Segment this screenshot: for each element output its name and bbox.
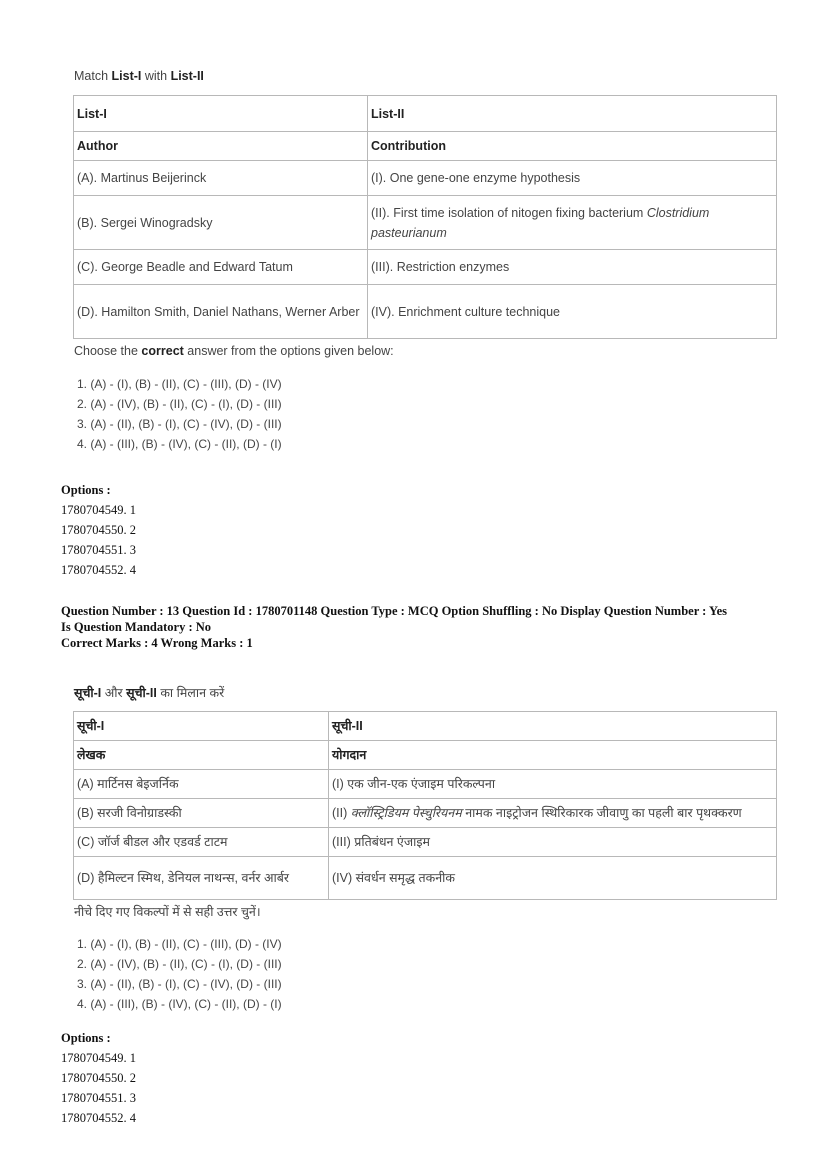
contribution-cell: (I) एक जीन-एक एंजाइम परिकल्पना — [329, 770, 777, 799]
header-list-1: List-I — [74, 96, 368, 132]
table-header-row — [74, 132, 777, 161]
option-id: 1780704552. 4 — [61, 563, 136, 577]
options-block-1 — [61, 480, 136, 580]
answer-option: 3. (A) - (II), (B) - (I), (C) - (IV), (D) - (III) — [77, 417, 282, 431]
header-list-2: List-II — [368, 96, 777, 132]
contribution-cell: (II) क्लॉस्ट्रिडियम पेस्चुरियनम नामक नाइट्रोजन स्थिरिकारक जीवाणु का पहली बार पृथक्करण — [329, 799, 777, 828]
contribution-cell: (IV). Enrichment culture technique — [368, 285, 777, 339]
match-table-hindi — [73, 711, 777, 900]
header-contribution: Contribution — [368, 132, 777, 161]
answer-options-list — [77, 934, 777, 1014]
header-author: लेखक — [74, 741, 329, 770]
question-mandatory-line: Is Question Mandatory : No — [61, 620, 212, 634]
author-cell: (B). Sergei Winogradsky — [74, 196, 368, 250]
option-id: 1780704552. 4 — [61, 1111, 136, 1125]
contribution-cell: (II). First time isolation of nitogen fixing bacterium Clostridium pasteurianum — [368, 196, 777, 250]
answer-options-list — [77, 374, 777, 454]
question-12-block — [73, 69, 777, 454]
contribution-cell: (III) प्रतिबंधन एंजाइम — [329, 828, 777, 857]
option-id: 1780704549. 1 — [61, 1051, 136, 1065]
header-list-1: सूची-I — [74, 712, 329, 741]
table-row — [74, 799, 777, 828]
question-13-block — [73, 684, 777, 1014]
marks-line: Correct Marks : 4 Wrong Marks : 1 — [61, 636, 253, 650]
table-header-row — [74, 96, 777, 132]
question-13-instruction: सूची-I और सूची-II का मिलान करें — [74, 686, 225, 700]
answer-option: 4. (A) - (III), (B) - (IV), (C) - (II), (D) - (I) — [77, 997, 282, 1011]
options-block-2 — [61, 1028, 136, 1128]
contribution-cell: (III). Restriction enzymes — [368, 250, 777, 285]
header-author: Author — [74, 132, 368, 161]
table-row — [74, 161, 777, 196]
table-header-row — [74, 712, 777, 741]
answer-option: 1. (A) - (I), (B) - (II), (C) - (III), (D) - (IV) — [77, 377, 282, 391]
table-row — [74, 770, 777, 799]
option-id: 1780704550. 2 — [61, 523, 136, 537]
answer-option: 2. (A) - (IV), (B) - (II), (C) - (I), (D) - (III) — [77, 957, 282, 971]
option-id: 1780704551. 3 — [61, 1091, 136, 1105]
answer-option: 4. (A) - (III), (B) - (IV), (C) - (II), (D) - (I) — [77, 437, 282, 451]
author-cell: (A). Martinus Beijerinck — [74, 161, 368, 196]
author-cell: (D) हैमिल्टन स्मिथ, डेनियल नाथन्स, वर्नर आर्बर — [74, 857, 329, 900]
table-row — [74, 250, 777, 285]
options-label: Options : — [61, 1031, 111, 1045]
option-id: 1780704550. 2 — [61, 1071, 136, 1085]
option-id: 1780704551. 3 — [61, 543, 136, 557]
question-meta-line: Question Number : 13 Question Id : 1780701148 Question Type : MCQ Option Shuffling : No Display Question Number : Yes — [61, 604, 728, 618]
option-id: 1780704549. 1 — [61, 503, 136, 517]
choose-instruction: नीचे दिए गए विकल्पों में से सही उत्तर चुनें। — [74, 905, 261, 919]
question-13-meta — [61, 603, 781, 651]
table-header-row — [74, 741, 777, 770]
contribution-cell: (I). One gene-one enzyme hypothesis — [368, 161, 777, 196]
header-contribution: योगदान — [329, 741, 777, 770]
author-cell: (D). Hamilton Smith, Daniel Nathans, Werner Arber — [74, 285, 368, 339]
author-cell: (C). George Beadle and Edward Tatum — [74, 250, 368, 285]
author-cell: (B) सरजी विनोग्राडस्की — [74, 799, 329, 828]
answer-option: 1. (A) - (I), (B) - (II), (C) - (III), (D) - (IV) — [77, 937, 282, 951]
question-12-instruction: Match List-I with List-II — [74, 69, 204, 83]
options-label: Options : — [61, 483, 111, 497]
table-row — [74, 285, 777, 339]
contribution-cell: (IV) संवर्धन समृद्ध तकनीक — [329, 857, 777, 900]
answer-option: 2. (A) - (IV), (B) - (II), (C) - (I), (D) - (III) — [77, 397, 282, 411]
answer-option: 3. (A) - (II), (B) - (I), (C) - (IV), (D) - (III) — [77, 977, 282, 991]
author-cell: (C) जॉर्ज बीडल और एडवर्ड टाटम — [74, 828, 329, 857]
table-row — [74, 196, 777, 250]
match-table-english — [73, 95, 777, 339]
choose-instruction: Choose the correct answer from the options given below: — [74, 344, 394, 358]
header-list-2: सूची-II — [329, 712, 777, 741]
table-row — [74, 828, 777, 857]
author-cell: (A) मार्टिनस बेइजर्निक — [74, 770, 329, 799]
table-row — [74, 857, 777, 900]
